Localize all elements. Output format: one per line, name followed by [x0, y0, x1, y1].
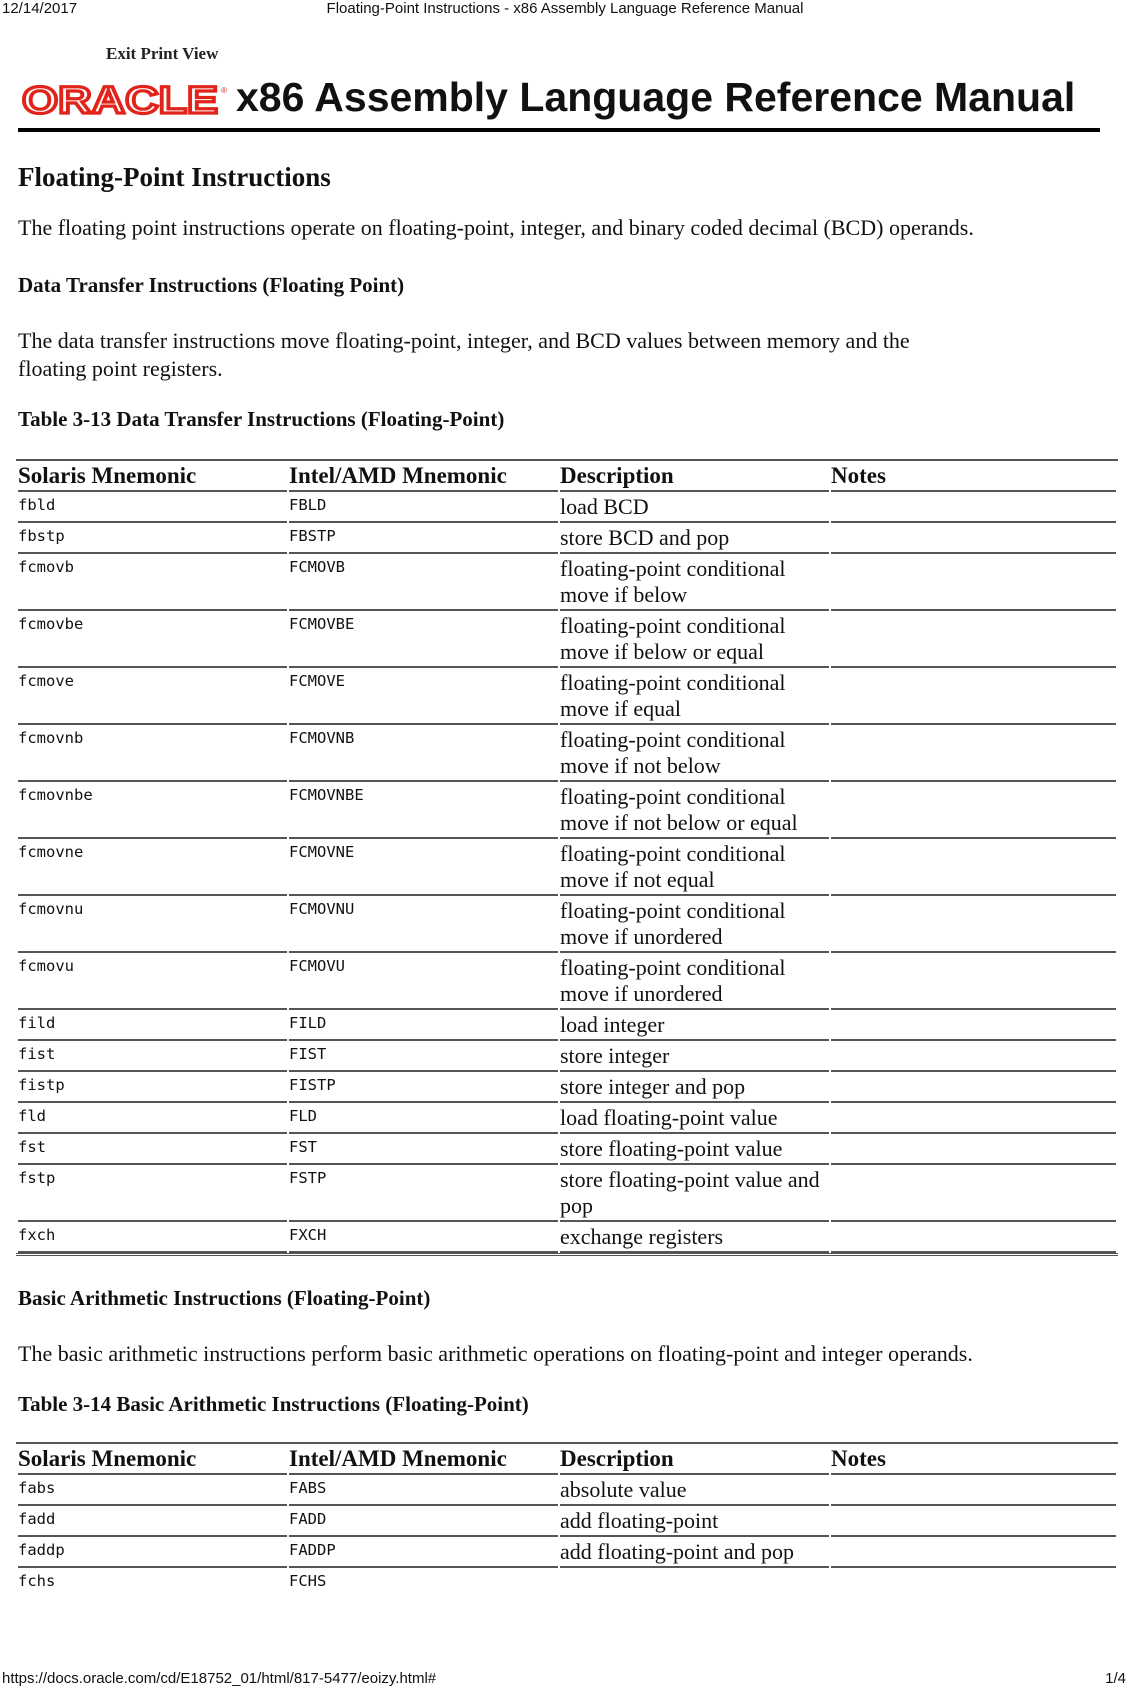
- solaris-mnemonic-cell: fcmovnb: [18, 725, 287, 782]
- column-header: Description: [560, 1444, 829, 1475]
- notes-cell: [831, 782, 1116, 839]
- table-row: [18, 523, 1116, 554]
- intel-mnemonic-cell: FCMOVNE: [289, 839, 558, 896]
- manual-title: x86 Assembly Language Reference Manual: [236, 74, 1076, 120]
- intel-mnemonic-cell: FSTP: [289, 1165, 558, 1222]
- section-heading-basic-arithmetic: Basic Arithmetic Instructions (Floating-Point): [18, 1286, 431, 1310]
- table-caption-3-14: Table 3-14 Basic Arithmetic Instructions (Floating-Point): [18, 1392, 529, 1416]
- notes-cell: [831, 1072, 1116, 1103]
- column-header: Notes: [831, 461, 1116, 492]
- description-cell: add floating-point: [560, 1506, 829, 1537]
- table-row: [18, 492, 1116, 523]
- notes-cell: [831, 1103, 1116, 1134]
- notes-cell: [831, 725, 1116, 782]
- intel-mnemonic-cell: FCMOVB: [289, 554, 558, 611]
- notes-cell: [831, 1041, 1116, 1072]
- print-footer: [0, 1670, 1130, 1688]
- notes-cell: [831, 1537, 1116, 1568]
- intel-mnemonic-cell: FIST: [289, 1041, 558, 1072]
- solaris-mnemonic-cell: fst: [18, 1134, 287, 1165]
- banner-rule: [18, 128, 1100, 132]
- solaris-mnemonic-cell: faddp: [18, 1537, 287, 1568]
- description-cell: add floating-point and pop: [560, 1537, 829, 1568]
- intel-mnemonic-cell: FCMOVNB: [289, 725, 558, 782]
- intel-mnemonic-cell: FBSTP: [289, 523, 558, 554]
- solaris-mnemonic-cell: fcmovnu: [18, 896, 287, 953]
- description-cell: floating-point conditional move if below or equal: [560, 611, 829, 668]
- table-row: [18, 554, 1116, 611]
- notes-cell: [831, 839, 1116, 896]
- intel-mnemonic-cell: FCHS: [289, 1572, 327, 1590]
- intel-mnemonic-cell: FCMOVBE: [289, 611, 558, 668]
- table-3-14-header: [18, 1444, 1116, 1475]
- notes-cell: [831, 611, 1116, 668]
- notes-cell: [831, 896, 1116, 953]
- table-3-13: [16, 459, 1118, 1256]
- description-cell: store floating-point value and pop: [560, 1165, 829, 1222]
- intel-mnemonic-cell: FCMOVNU: [289, 896, 558, 953]
- print-page-number: 1/4: [1105, 1670, 1126, 1687]
- print-page-title: Floating-Point Instructions - x86 Assembly Language Reference Manual: [326, 0, 804, 17]
- site-banner: [18, 70, 1103, 130]
- table-row: [18, 668, 1116, 725]
- oracle-logo-text: ORACLE: [22, 84, 218, 116]
- description-cell: store floating-point value: [560, 1134, 829, 1165]
- intel-mnemonic-cell: FXCH: [289, 1222, 558, 1253]
- intel-mnemonic-cell: FCMOVU: [289, 953, 558, 1010]
- description-cell: load integer: [560, 1010, 829, 1041]
- table-row: [18, 896, 1116, 953]
- solaris-mnemonic-cell: fcmovnbe: [18, 782, 287, 839]
- notes-cell: [831, 1165, 1116, 1222]
- solaris-mnemonic-cell: fadd: [18, 1506, 287, 1537]
- table-row: [18, 1072, 1116, 1103]
- table-3-13-header: [18, 461, 1116, 492]
- intel-mnemonic-cell: FILD: [289, 1010, 558, 1041]
- description-cell: load BCD: [560, 492, 829, 523]
- section-heading-data-transfer: Data Transfer Instructions (Floating Point): [18, 273, 405, 297]
- print-header: [0, 0, 1130, 18]
- column-header: Intel/AMD Mnemonic: [289, 1444, 558, 1475]
- solaris-mnemonic-cell: fcmovbe: [18, 611, 287, 668]
- table-row: [18, 839, 1116, 896]
- description-cell: floating-point conditional move if not equal: [560, 839, 829, 896]
- notes-cell: [831, 1222, 1116, 1253]
- description-cell: floating-point conditional move if below: [560, 554, 829, 611]
- notes-cell: [831, 554, 1116, 611]
- notes-cell: [831, 523, 1116, 554]
- notes-cell: [831, 1010, 1116, 1041]
- notes-cell: [831, 1568, 1116, 1593]
- print-date: 12/14/2017: [2, 0, 78, 17]
- intel-mnemonic-cell: FADD: [289, 1506, 558, 1537]
- intel-mnemonic-cell: FISTP: [289, 1072, 558, 1103]
- basic-arithmetic-paragraph: The basic arithmetic instructions perform basic arithmetic operations on floating-point and integer operands.: [18, 1341, 973, 1366]
- column-header: Intel/AMD Mnemonic: [289, 461, 558, 492]
- column-header: Notes: [831, 1444, 1116, 1475]
- notes-cell: [831, 668, 1116, 725]
- notes-cell: [831, 1134, 1116, 1165]
- table-row: [18, 611, 1116, 668]
- solaris-mnemonic-cell: fcmovu: [18, 953, 287, 1010]
- column-header: Solaris Mnemonic: [18, 1444, 287, 1475]
- column-header: Description: [560, 461, 829, 492]
- table-row: [18, 1537, 1116, 1568]
- table-row: [18, 1103, 1116, 1134]
- description-cell: floating-point conditional move if not below or equal: [560, 782, 829, 839]
- description-cell: floating-point conditional move if unordered: [560, 953, 829, 1010]
- description-cell: floating-point conditional move if not below: [560, 725, 829, 782]
- table-row: [18, 725, 1116, 782]
- intel-mnemonic-cell: FCMOVNBE: [289, 782, 558, 839]
- table-row: [18, 1041, 1116, 1072]
- intel-mnemonic-cell: FBLD: [289, 492, 558, 523]
- table-row: [18, 1506, 1116, 1537]
- table-row: [18, 1010, 1116, 1041]
- notes-cell: [831, 1475, 1116, 1506]
- solaris-mnemonic-cell: fcmovb: [18, 554, 287, 611]
- description-cell: floating-point conditional move if equal: [560, 668, 829, 725]
- description-cell: store integer: [560, 1041, 829, 1072]
- solaris-mnemonic-cell: fild: [18, 1010, 287, 1041]
- description-cell: [560, 1568, 829, 1593]
- solaris-mnemonic-cell: fcmovne: [18, 839, 287, 896]
- table-row: [18, 1568, 1116, 1593]
- exit-print-view-link[interactable]: Exit Print View: [106, 44, 219, 63]
- table-row: [18, 1165, 1116, 1222]
- solaris-mnemonic-cell: fist: [18, 1041, 287, 1072]
- intro-paragraph: The floating point instructions operate on floating-point, integer, and binary coded decimal (BCD) operands.: [18, 215, 974, 240]
- description-cell: floating-point conditional move if unordered: [560, 896, 829, 953]
- description-cell: load floating-point value: [560, 1103, 829, 1134]
- notes-cell: [831, 492, 1116, 523]
- solaris-mnemonic-cell: fistp: [18, 1072, 287, 1103]
- table-row: [18, 1222, 1116, 1253]
- intel-mnemonic-cell: FADDP: [289, 1537, 558, 1568]
- intel-mnemonic-cell: FCMOVE: [289, 668, 558, 725]
- solaris-mnemonic-cell: fxch: [18, 1222, 287, 1253]
- solaris-mnemonic-cell: fabs: [18, 1475, 287, 1506]
- table-3-14: [16, 1442, 1118, 1593]
- data-transfer-paragraph: The data transfer instructions move floating-point, integer, and BCD values between memory and the floating point registers.: [18, 328, 910, 381]
- solaris-mnemonic-cell: fbld: [18, 492, 287, 523]
- solaris-mnemonic-cell: fchs: [18, 1572, 56, 1590]
- page-title: Floating-Point Instructions: [18, 162, 331, 192]
- intel-mnemonic-cell: FABS: [289, 1475, 558, 1506]
- print-url: https://docs.oracle.com/cd/E18752_01/html/817-5477/eoizy.html#: [2, 1670, 437, 1687]
- solaris-mnemonic-cell: fstp: [18, 1165, 287, 1222]
- solaris-mnemonic-cell: fld: [18, 1103, 287, 1134]
- solaris-mnemonic-cell: fbstp: [18, 523, 287, 554]
- table-row: [18, 953, 1116, 1010]
- description-cell: absolute value: [560, 1475, 829, 1506]
- column-header: Solaris Mnemonic: [18, 461, 287, 492]
- description-cell: store BCD and pop: [560, 523, 829, 554]
- description-cell: store integer and pop: [560, 1072, 829, 1103]
- table-row: [18, 1134, 1116, 1165]
- table-row: [18, 1475, 1116, 1506]
- table-row: [18, 782, 1116, 839]
- main-content: [18, 160, 1118, 1593]
- description-cell: exchange registers: [560, 1222, 829, 1253]
- svg-text:®: ®: [221, 86, 227, 95]
- notes-cell: [831, 1506, 1116, 1537]
- notes-cell: [831, 953, 1116, 1010]
- intel-mnemonic-cell: FST: [289, 1134, 558, 1165]
- solaris-mnemonic-cell: fcmove: [18, 668, 287, 725]
- table-caption-3-13: Table 3-13 Data Transfer Instructions (Floating-Point): [18, 407, 505, 431]
- intel-mnemonic-cell: FLD: [289, 1103, 558, 1134]
- oracle-logo: [22, 84, 232, 116]
